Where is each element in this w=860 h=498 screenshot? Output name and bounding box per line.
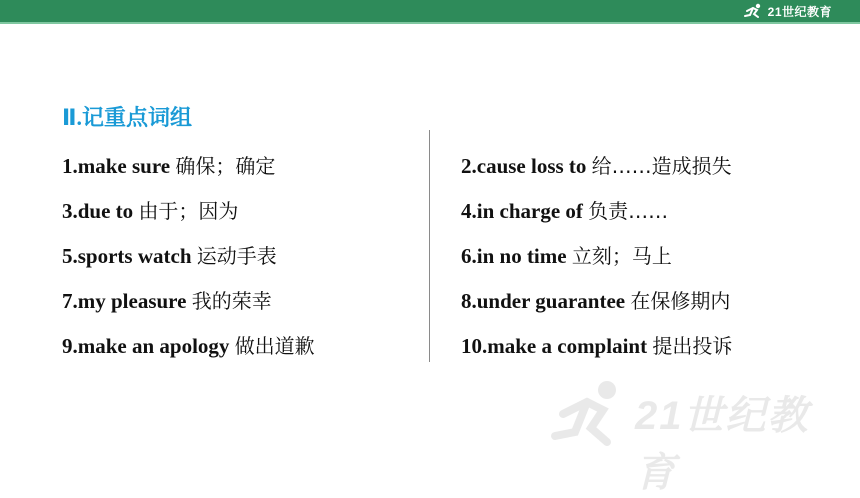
phrase-chinese: 立刻；马上: [571, 244, 672, 268]
phrase-chinese: 提出投诉: [652, 334, 733, 358]
watermark-text: 21世纪教育: [635, 394, 810, 495]
logo-text: 21世纪教育: [767, 4, 832, 19]
phrase-item: [461, 195, 668, 224]
phrase-item: [62, 330, 315, 359]
brand-logo: [743, 2, 832, 20]
phrase-chinese: 运动手表: [196, 244, 277, 268]
phrase-english: 3.due to: [62, 199, 134, 223]
phrase-item: [62, 150, 275, 179]
phrase-english: 7.my pleasure: [62, 289, 187, 313]
phrase-item: [62, 285, 272, 314]
watermark-logo: [545, 376, 845, 495]
phrase-item: [461, 285, 730, 314]
phrase-chinese: 由于；因为: [138, 199, 239, 223]
phrase-chinese: 给……造成损失: [591, 154, 732, 178]
watermark-runner-icon: [545, 376, 635, 456]
phrase-english: 8.under guarantee: [461, 289, 626, 313]
phrase-english: 10.make a complaint: [461, 334, 648, 358]
phrase-english: 1.make sure: [62, 154, 171, 178]
phrase-chinese: 确保；确定: [175, 154, 276, 178]
phrase-english: 2.cause loss to: [461, 154, 587, 178]
phrase-item: [62, 240, 277, 269]
phrase-english: 5.sports watch: [62, 244, 192, 268]
runner-icon: [743, 3, 765, 19]
phrase-english: 4.in charge of: [461, 199, 583, 223]
header-bar: [0, 0, 860, 22]
column-divider: [429, 130, 430, 362]
phrase-item: [62, 195, 238, 224]
header-underline: [0, 22, 860, 24]
phrase-english: 9.make an apology: [62, 334, 230, 358]
phrase-english: 6.in no time: [461, 244, 567, 268]
phrase-chinese: 负责……: [588, 199, 669, 223]
phrase-chinese: 我的荣幸: [191, 289, 272, 313]
phrase-chinese: 做出道歉: [234, 334, 315, 358]
section-title: Ⅱ.记重点词组: [62, 105, 192, 130]
phrase-chinese: 在保修期内: [630, 289, 731, 313]
phrase-item: [461, 240, 672, 269]
phrase-item: [461, 150, 732, 179]
phrase-item: [461, 330, 732, 359]
